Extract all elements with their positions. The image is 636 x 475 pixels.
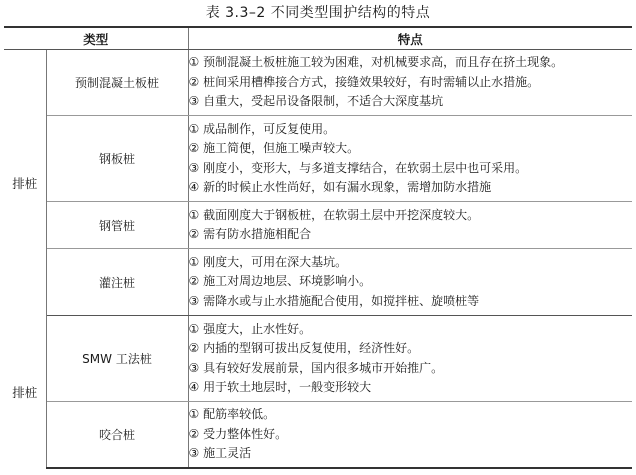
category-cell: 排桩: [4, 50, 46, 316]
feature-line: ② 需有防水措施相配合: [188, 227, 312, 241]
feature-line: ② 内插的型钢可拔出反复使用，经济性好。: [188, 341, 420, 355]
features-cell: [188, 50, 632, 116]
table-row: [4, 249, 632, 316]
retaining-structure-table: [4, 26, 632, 469]
feature-line: ③ 需降水或与止水措施配合使用，如搅拌桩、旋喷桩等: [188, 293, 480, 308]
feature-line: ③ 具有较好发展前景，国内很多城市开始推广。: [188, 360, 444, 375]
feature-line: ① 成品制作，可反复使用。: [188, 121, 336, 136]
table-row: [4, 316, 632, 402]
features-cell: [188, 202, 632, 249]
table-row: [4, 202, 632, 249]
type-name-cell: 灌注桩: [46, 249, 188, 316]
type-name-cell: 钢板桩: [46, 116, 188, 202]
feature-line: ② 施工对周边地层、环境影响小。: [188, 274, 372, 289]
table-caption: 表 3.3–2 不同类型围护结构的特点: [205, 5, 431, 21]
feature-line: ④ 用于软土地层时，一般变形较大: [188, 380, 372, 394]
table-row: [4, 50, 632, 116]
header-type: 类型: [4, 27, 188, 50]
table-header-row: [4, 27, 632, 50]
feature-line: ② 受力整体性好。: [188, 426, 288, 441]
type-name-cell: SMW 工法桩: [46, 316, 188, 402]
feature-line: ① 刚度大，可用在深大基坑。: [188, 254, 348, 269]
type-name-cell: 咬合桩: [46, 402, 188, 468]
features-cell: [188, 116, 632, 202]
feature-line: ③ 自重大，受起吊设备限制，不适合大深度基坑: [188, 94, 444, 109]
feature-line: ② 桩间采用槽榫接合方式，接缝效果较好，有时需辅以止水措施。: [188, 74, 540, 89]
header-features: 特点: [188, 27, 632, 50]
feature-line: ① 强度大，止水性好。: [188, 321, 312, 336]
category-cell: 排桩: [4, 316, 46, 468]
feature-line: ① 截面刚度大于钢板桩，在软弱土层中开挖深度较大。: [188, 207, 480, 222]
features-cell: [188, 249, 632, 316]
table-row: [4, 402, 632, 468]
feature-line: ① 配筋率较低。: [188, 407, 276, 421]
features-cell: [188, 402, 632, 468]
feature-line: ④ 新的时候止水性尚好，如有漏水现象，需增加防水措施: [188, 180, 492, 194]
feature-line: ② 施工简便，但施工噪声较大。: [188, 141, 360, 155]
table-body: [4, 50, 632, 468]
feature-line: ③ 施工灵活: [188, 446, 252, 460]
features-cell: [188, 316, 632, 402]
table-row: [4, 116, 632, 202]
type-name-cell: 钢管桩: [46, 202, 188, 249]
feature-line: ③ 刚度小，变形大，与多道支撑结合，在软弱土层中也可采用。: [188, 160, 528, 175]
feature-line: ① 预制混凝土板桩施工较为困难，对机械要求高，而且存在挤土现象。: [188, 55, 564, 70]
type-name-cell: 预制混凝土板桩: [46, 50, 188, 116]
